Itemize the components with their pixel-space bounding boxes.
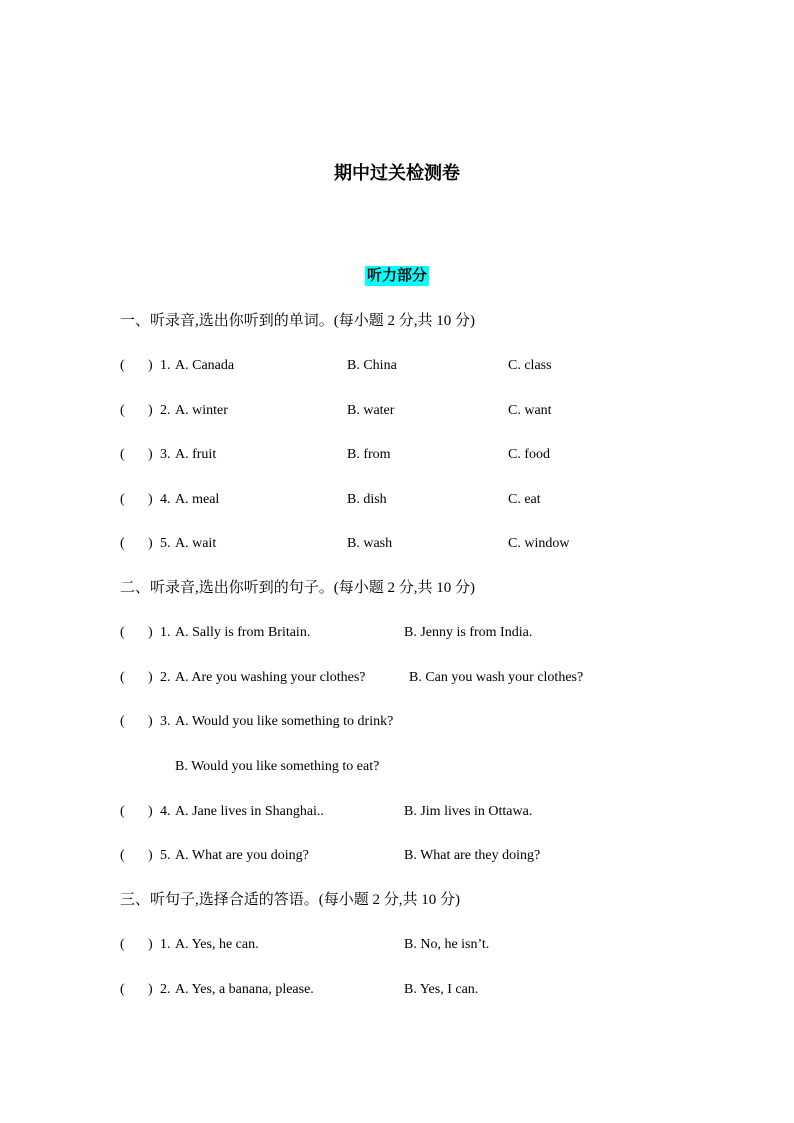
part-1-heading: 一、听录音,选出你听到的单词。(每小题 2 分,共 10 分) <box>120 313 475 329</box>
option-b: B. water <box>347 403 395 418</box>
question-row <box>0 668 794 688</box>
answer-bracket-open: ( <box>120 536 125 551</box>
question-row <box>0 802 794 822</box>
answer-bracket-open: ( <box>120 714 125 729</box>
option-c: C. food <box>508 447 550 462</box>
answer-bracket-open: ( <box>120 848 125 863</box>
part-2-heading: 二、听录音,选出你听到的句子。(每小题 2 分,共 10 分) <box>120 580 475 596</box>
answer-bracket-open: ( <box>120 447 125 462</box>
answer-bracket-close: ) <box>148 714 153 729</box>
question-row <box>0 712 794 732</box>
answer-bracket-open: ( <box>120 670 125 685</box>
answer-bracket-close: ) <box>148 625 153 640</box>
option-b: B. What are they doing? <box>404 848 541 863</box>
answer-bracket-close: ) <box>148 982 153 997</box>
option-b: B. Would you like something to eat? <box>175 759 380 774</box>
question-number: 3. <box>160 447 171 462</box>
answer-bracket-close: ) <box>148 403 153 418</box>
answer-bracket-open: ( <box>120 937 125 952</box>
option-a: A. Would you like something to drink? <box>175 714 394 729</box>
answer-bracket-close: ) <box>148 937 153 952</box>
answer-bracket-close: ) <box>148 536 153 551</box>
option-a: A. Sally is from Britain. <box>175 625 311 640</box>
question-number: 1. <box>160 937 171 952</box>
option-b: B. from <box>347 447 391 462</box>
answer-bracket-close: ) <box>148 447 153 462</box>
question-number: 2. <box>160 670 171 685</box>
section-heading-wrap <box>0 266 794 286</box>
answer-bracket-close: ) <box>148 492 153 507</box>
option-a: A. meal <box>175 492 220 507</box>
option-b: B. wash <box>347 536 393 551</box>
question-number: 2. <box>160 403 171 418</box>
option-a: A. Canada <box>175 358 235 373</box>
question-row <box>0 623 794 643</box>
option-a: A. Yes, he can. <box>175 937 259 952</box>
option-a: A. wait <box>175 536 217 551</box>
option-a: A. fruit <box>175 447 217 462</box>
option-c: C. eat <box>508 492 541 507</box>
answer-bracket-close: ) <box>148 358 153 373</box>
question-row <box>0 846 794 866</box>
option-b: B. Jim lives in Ottawa. <box>404 804 533 819</box>
answer-bracket-open: ( <box>120 358 125 373</box>
question-row <box>0 401 794 421</box>
question-number: 5. <box>160 848 171 863</box>
option-a: A. Yes, a banana, please. <box>175 982 314 997</box>
option-a: A. Are you washing your clothes? <box>175 670 366 685</box>
question-row <box>0 935 794 955</box>
question-row <box>0 490 794 510</box>
part-3-heading: 三、听句子,选择合适的答语。(每小题 2 分,共 10 分) <box>120 892 460 908</box>
section-heading-listening: 听力部分 <box>366 268 427 284</box>
question-row <box>0 356 794 376</box>
option-b: B. No, he isn’t. <box>404 937 490 952</box>
question-row-continuation <box>0 757 794 777</box>
option-c: C. want <box>508 403 552 418</box>
option-b: B. Yes, I can. <box>404 982 479 997</box>
option-b: B. Can you wash your clothes? <box>409 670 584 685</box>
option-a: A. What are you doing? <box>175 848 309 863</box>
option-c: C. class <box>508 358 552 373</box>
option-a: A. Jane lives in Shanghai.. <box>175 804 324 819</box>
question-row <box>0 445 794 465</box>
question-number: 3. <box>160 714 171 729</box>
question-number: 5. <box>160 536 171 551</box>
question-number: 2. <box>160 982 171 997</box>
option-b: B. China <box>347 358 397 373</box>
option-b: B. dish <box>347 492 387 507</box>
question-row <box>0 980 794 1000</box>
question-number: 1. <box>160 358 171 373</box>
answer-bracket-open: ( <box>120 403 125 418</box>
question-number: 4. <box>160 492 171 507</box>
exam-title: 期中过关检测卷 <box>334 163 460 183</box>
question-row <box>0 534 794 554</box>
answer-bracket-close: ) <box>148 670 153 685</box>
answer-bracket-open: ( <box>120 982 125 997</box>
option-a: A. winter <box>175 403 228 418</box>
question-number: 1. <box>160 625 171 640</box>
answer-bracket-open: ( <box>120 804 125 819</box>
question-number: 4. <box>160 804 171 819</box>
option-b: B. Jenny is from India. <box>404 625 533 640</box>
answer-bracket-close: ) <box>148 848 153 863</box>
answer-bracket-close: ) <box>148 804 153 819</box>
option-c: C. window <box>508 536 570 551</box>
answer-bracket-open: ( <box>120 492 125 507</box>
answer-bracket-open: ( <box>120 625 125 640</box>
